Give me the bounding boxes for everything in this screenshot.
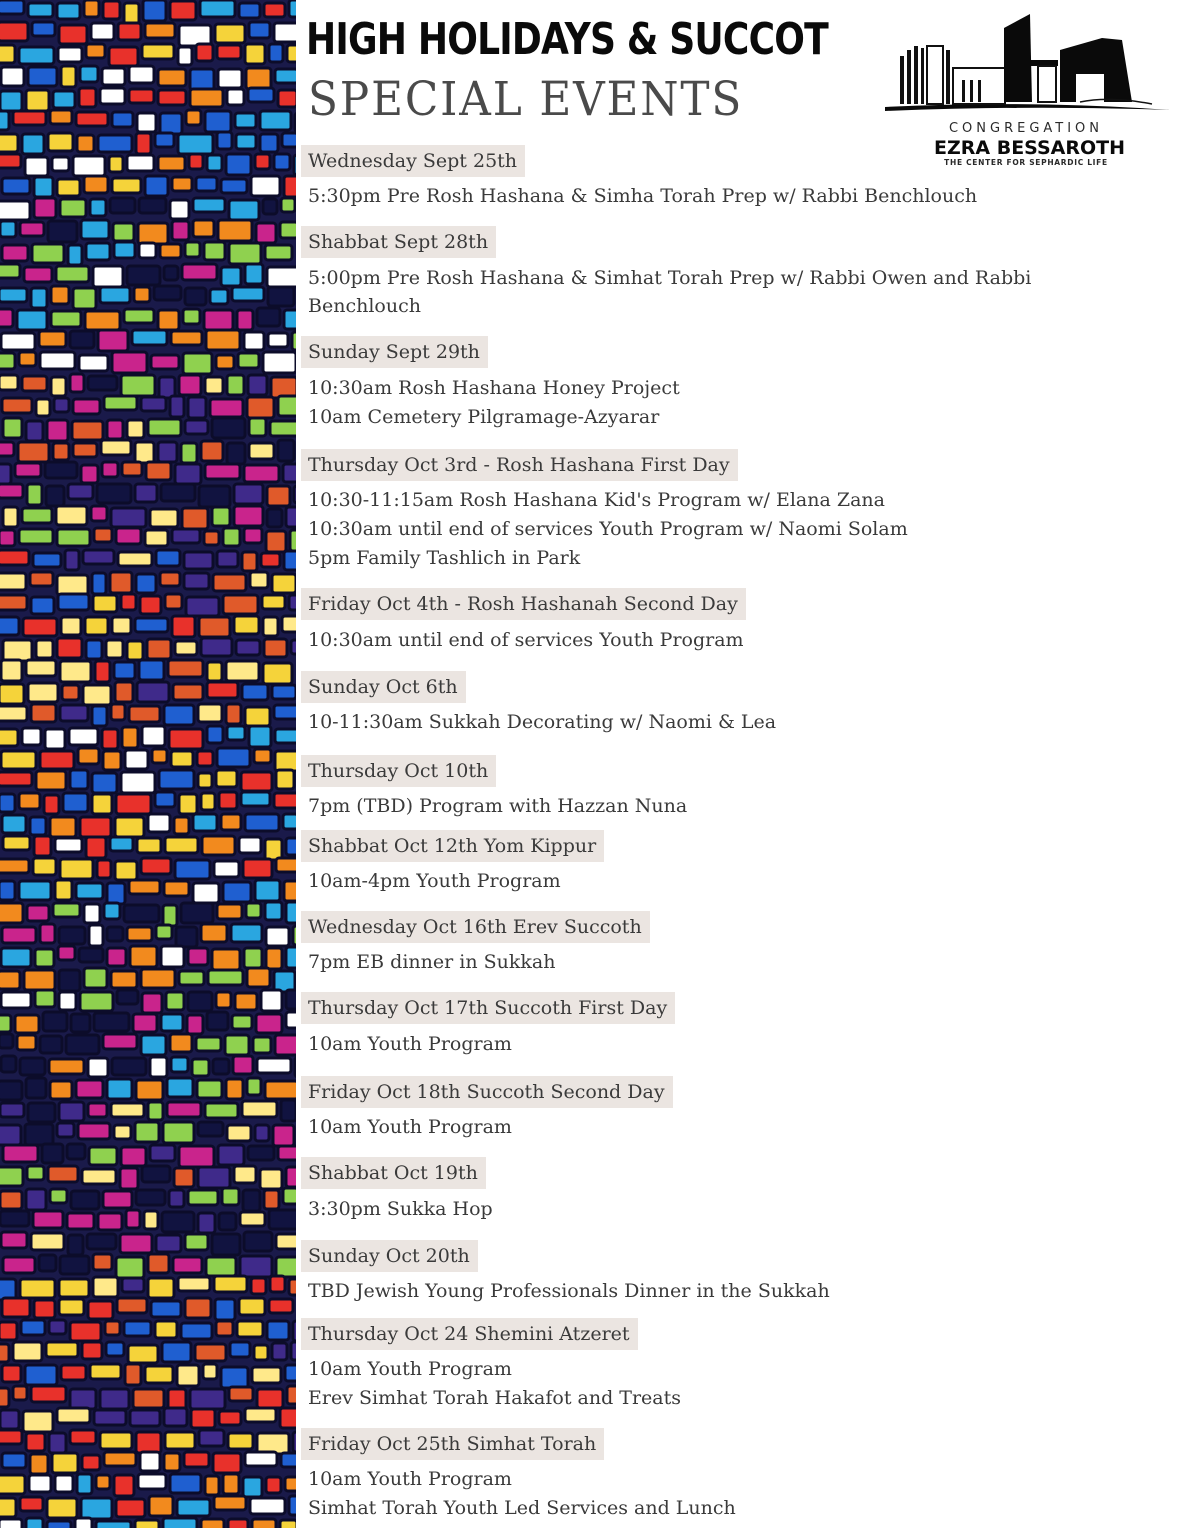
event-date: Friday Oct 25th Simhat Torah <box>301 1428 604 1460</box>
event-item: Erev Simhat Torah Hakafot and Treats <box>308 1387 682 1409</box>
event-date: Shabbat Oct 12th Yom Kippur <box>301 830 604 862</box>
event-item: TBD Jewish Young Professionals Dinner in the Sukkah <box>308 1280 830 1302</box>
event-item: 5pm Family Tashlich in Park <box>308 547 581 569</box>
event-item: 10am Youth Program <box>308 1358 512 1380</box>
event-item: 10:30am Rosh Hashana Honey Project <box>308 377 680 399</box>
event-date: Thursday Oct 10th <box>301 755 496 787</box>
event-date: Thursday Oct 24 Shemini Atzeret <box>301 1318 638 1350</box>
logo-congregation-text: CONGREGATION <box>948 121 1104 136</box>
event-item: Benchlouch <box>308 295 421 317</box>
event-item: 5:30pm Pre Rosh Hashana & Simha Torah Prep w/ Rabbi Benchlouch <box>308 185 978 207</box>
event-item: 10am Youth Program <box>308 1468 512 1490</box>
event-item: 10am Youth Program <box>308 1116 512 1138</box>
event-date: Wednesday Oct 16th Erev Succoth <box>301 911 650 943</box>
event-date: Wednesday Sept 25th <box>301 145 525 177</box>
event-item: 10:30-11:15am Rosh Hashana Kid's Program w/ Elana Zana <box>308 489 885 511</box>
event-date: Sunday Oct 20th <box>301 1240 478 1272</box>
page-title: HIGH HOLIDAYS & SUCCOT <box>306 14 828 65</box>
logo-name: EZRA BESSAROTH <box>934 137 1126 159</box>
event-date: Sunday Oct 6th <box>301 671 466 703</box>
event-item: 10am Cemetery Pilgramage-Azyarar <box>308 406 660 428</box>
event-item: 10:30am until end of services Youth Program w/ Naomi Solam <box>308 518 908 540</box>
event-item: 7pm EB dinner in Sukkah <box>308 951 556 973</box>
stained-glass-mosaic <box>0 0 296 1528</box>
event-item: 10-11:30am Sukkah Decorating w/ Naomi & Lea <box>308 711 777 733</box>
event-item: 3:30pm Sukka Hop <box>308 1198 493 1220</box>
logo-tagline: THE CENTER FOR SEPHARDIC LIFE <box>944 158 1108 167</box>
event-date: Friday Oct 18th Succoth Second Day <box>301 1076 673 1108</box>
event-date: Thursday Oct 3rd - Rosh Hashana First Day <box>301 449 738 481</box>
event-item: 10am-4pm Youth Program <box>308 870 561 892</box>
event-item: 7pm (TBD) Program with Hazzan Nuna <box>308 795 688 817</box>
event-item: Simhat Torah Youth Led Services and Lunch <box>308 1497 736 1519</box>
event-date: Thursday Oct 17th Succoth First Day <box>301 992 675 1024</box>
event-date: Sunday Sept 29th <box>301 336 488 368</box>
event-item: 10am Youth Program <box>308 1033 512 1055</box>
event-date: Shabbat Sept 28th <box>301 226 496 258</box>
stained-glass-image <box>0 0 296 1528</box>
page-subtitle: SPECIAL EVENTS <box>308 72 744 127</box>
event-item: 5:00pm Pre Rosh Hashana & Simhat Torah Prep w/ Rabbi Owen and Rabbi <box>308 267 1032 289</box>
event-date: Friday Oct 4th - Rosh Hashanah Second Day <box>301 588 746 620</box>
event-item: 10:30am until end of services Youth Program <box>308 629 744 651</box>
event-date: Shabbat Oct 19th <box>301 1157 486 1189</box>
